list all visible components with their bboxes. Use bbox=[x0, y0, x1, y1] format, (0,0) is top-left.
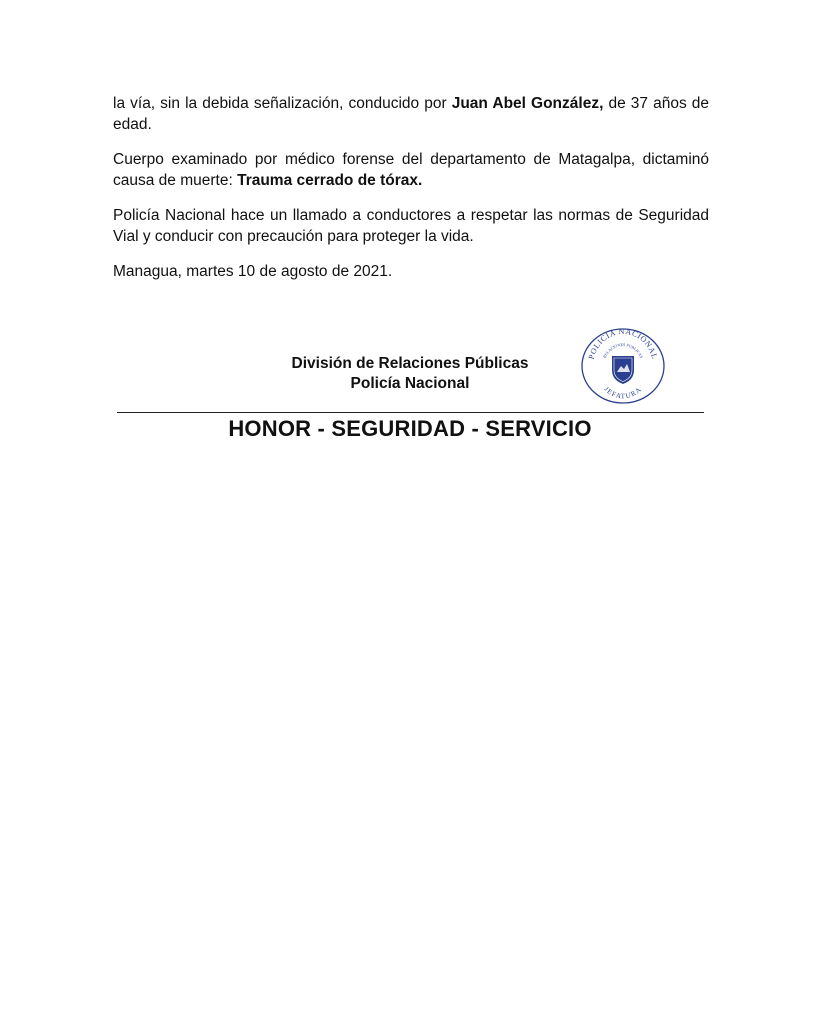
svg-text:POLICIA NACIONAL bbox=[587, 327, 660, 360]
cause-of-death: Trauma cerrado de tórax. bbox=[237, 172, 423, 189]
seal-bottom-text: JEFATURA bbox=[602, 385, 644, 401]
svg-text:JEFATURA bbox=[602, 385, 643, 400]
paragraph-police-appeal bbox=[113, 205, 709, 247]
paragraph-text: Policía Nacional hace un llamado a conductores a respetar las normas de Seguridad Vial y conducir con precaución para proteger la vida. bbox=[113, 207, 709, 245]
paragraph-text: Cuerpo examinado por médico forense del departamento de Matagalpa, dictaminó causa de muerte: bbox=[113, 151, 709, 189]
date-text: Managua, martes 10 de agosto de 2021. bbox=[113, 263, 393, 280]
motto-footer: HONOR - SEGURIDAD - SERVICIO bbox=[228, 416, 592, 441]
signature-department: División de Relaciones Públicas bbox=[291, 355, 529, 372]
signature-divider bbox=[117, 412, 704, 413]
paragraph-forensic bbox=[113, 149, 709, 191]
seal-top-text: POLICIA NACIONAL bbox=[586, 326, 660, 361]
paragraph-text: la vía, sin la debida señalización, conducido por bbox=[113, 95, 452, 112]
shield-icon bbox=[612, 356, 634, 384]
paragraph-date bbox=[113, 261, 709, 282]
signature-institution: Policía Nacional bbox=[350, 375, 470, 392]
driver-name: Juan Abel González, bbox=[451, 95, 604, 112]
police-seal-stamp bbox=[577, 326, 669, 406]
paragraph-incident-driver bbox=[113, 93, 709, 135]
signature-block bbox=[200, 354, 620, 394]
paragraph-text: de 37 años de edad. bbox=[113, 95, 709, 133]
seal-middle-text: RELACIONES PUBLICAS bbox=[601, 341, 645, 359]
